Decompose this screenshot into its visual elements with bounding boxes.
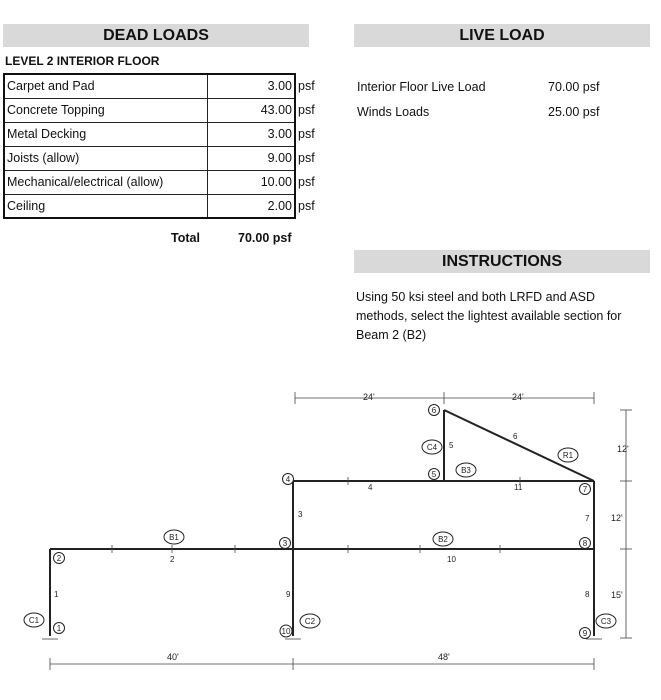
dead-load-unit: psf <box>298 79 315 93</box>
total-label: Total <box>171 231 200 245</box>
dead-load-name: Ceiling <box>4 194 207 218</box>
dead-load-name: Concrete Topping <box>4 98 207 122</box>
member-number: 8 <box>585 590 590 599</box>
dead-load-unit: psf <box>298 103 315 117</box>
dead-load-name: Metal Decking <box>4 122 207 146</box>
dim-bottom-right: 48' <box>438 652 450 662</box>
dim-right-top: 12' <box>617 444 629 454</box>
svg-text:10: 10 <box>281 627 291 636</box>
tag-b3 <box>456 463 476 477</box>
tag-r1 <box>558 448 578 462</box>
dead-load-value: 10.00 <box>207 170 295 194</box>
svg-text:C3: C3 <box>600 617 612 626</box>
instructions-header: INSTRUCTIONS <box>354 250 650 273</box>
dead-load-name: Joists (allow) <box>4 146 207 170</box>
dead-load-value: 3.00 <box>207 122 295 146</box>
live-load-header: LIVE LOAD <box>354 24 650 47</box>
live-load-value-1: 25.00 psf <box>548 105 600 119</box>
dim-bottom-left: 40' <box>167 652 179 662</box>
dead-load-value: 9.00 <box>207 146 295 170</box>
dead-load-name: Carpet and Pad <box>4 74 207 98</box>
node-8 <box>580 538 591 549</box>
dead-load-unit: psf <box>298 199 315 213</box>
node-3 <box>280 538 291 549</box>
node-4 <box>283 474 294 485</box>
dim-top-right: 24' <box>512 392 524 402</box>
tag-b1 <box>164 530 184 544</box>
dim-top-left: 24' <box>363 392 375 402</box>
dead-load-value: 3.00 <box>207 74 295 98</box>
tag-c1 <box>24 613 44 627</box>
svg-text:3: 3 <box>282 539 288 548</box>
node-9 <box>580 628 591 639</box>
dead-load-value: 43.00 <box>207 98 295 122</box>
node-5 <box>429 469 440 480</box>
node-10 <box>280 625 292 637</box>
member-number: 3 <box>298 510 303 519</box>
svg-text:R1: R1 <box>562 451 574 460</box>
svg-text:C2: C2 <box>304 617 316 626</box>
svg-text:7: 7 <box>582 485 588 494</box>
node-2 <box>54 553 65 564</box>
total-value: 70.00 psf <box>238 231 292 245</box>
svg-text:6: 6 <box>431 406 437 415</box>
member-number: 4 <box>368 483 373 492</box>
dead-load-unit: psf <box>298 151 315 165</box>
svg-text:5: 5 <box>431 470 437 479</box>
dead-loads-header: DEAD LOADS <box>3 24 309 47</box>
member-number: 9 <box>286 590 291 599</box>
node-6 <box>429 405 440 416</box>
member-number: 10 <box>447 555 456 564</box>
member-number: 11 <box>514 483 523 492</box>
member-number: 1 <box>54 590 59 599</box>
node-7 <box>580 484 591 495</box>
svg-text:B2: B2 <box>438 535 448 544</box>
svg-text:C4: C4 <box>426 443 438 452</box>
tag-c3 <box>596 614 616 628</box>
member-number: 5 <box>449 441 454 450</box>
node-1 <box>54 623 65 634</box>
dead-load-unit: psf <box>298 175 315 189</box>
svg-text:2: 2 <box>56 554 62 563</box>
live-load-value-0: 70.00 psf <box>548 80 600 94</box>
svg-text:B3: B3 <box>461 466 471 475</box>
dead-load-unit: psf <box>298 127 315 141</box>
dead-load-value: 2.00 <box>207 194 295 218</box>
tag-b2 <box>433 532 453 546</box>
instructions-text: Using 50 ksi steel and both LRFD and ASD methods, select the lightest available section for Beam 2 (B2) <box>356 290 622 342</box>
dead-load-name: Mechanical/electrical (allow) <box>4 170 207 194</box>
dead-loads-subtitle: LEVEL 2 INTERIOR FLOOR <box>5 54 160 68</box>
svg-text:9: 9 <box>582 629 588 638</box>
dim-right-bot: 15' <box>611 590 623 600</box>
svg-text:4: 4 <box>285 475 291 484</box>
svg-text:C1: C1 <box>28 616 40 625</box>
tag-c2 <box>300 614 320 628</box>
member-number: 7 <box>585 514 590 523</box>
live-load-name-0: Interior Floor Live Load <box>357 80 486 94</box>
svg-text:1: 1 <box>56 624 62 633</box>
member-number: 6 <box>513 432 518 441</box>
member-number: 2 <box>170 555 175 564</box>
tag-c4 <box>422 440 442 454</box>
svg-text:B1: B1 <box>169 533 179 542</box>
dim-right-mid: 12' <box>611 513 623 523</box>
svg-text:8: 8 <box>582 539 588 548</box>
live-load-name-1: Winds Loads <box>357 105 430 119</box>
